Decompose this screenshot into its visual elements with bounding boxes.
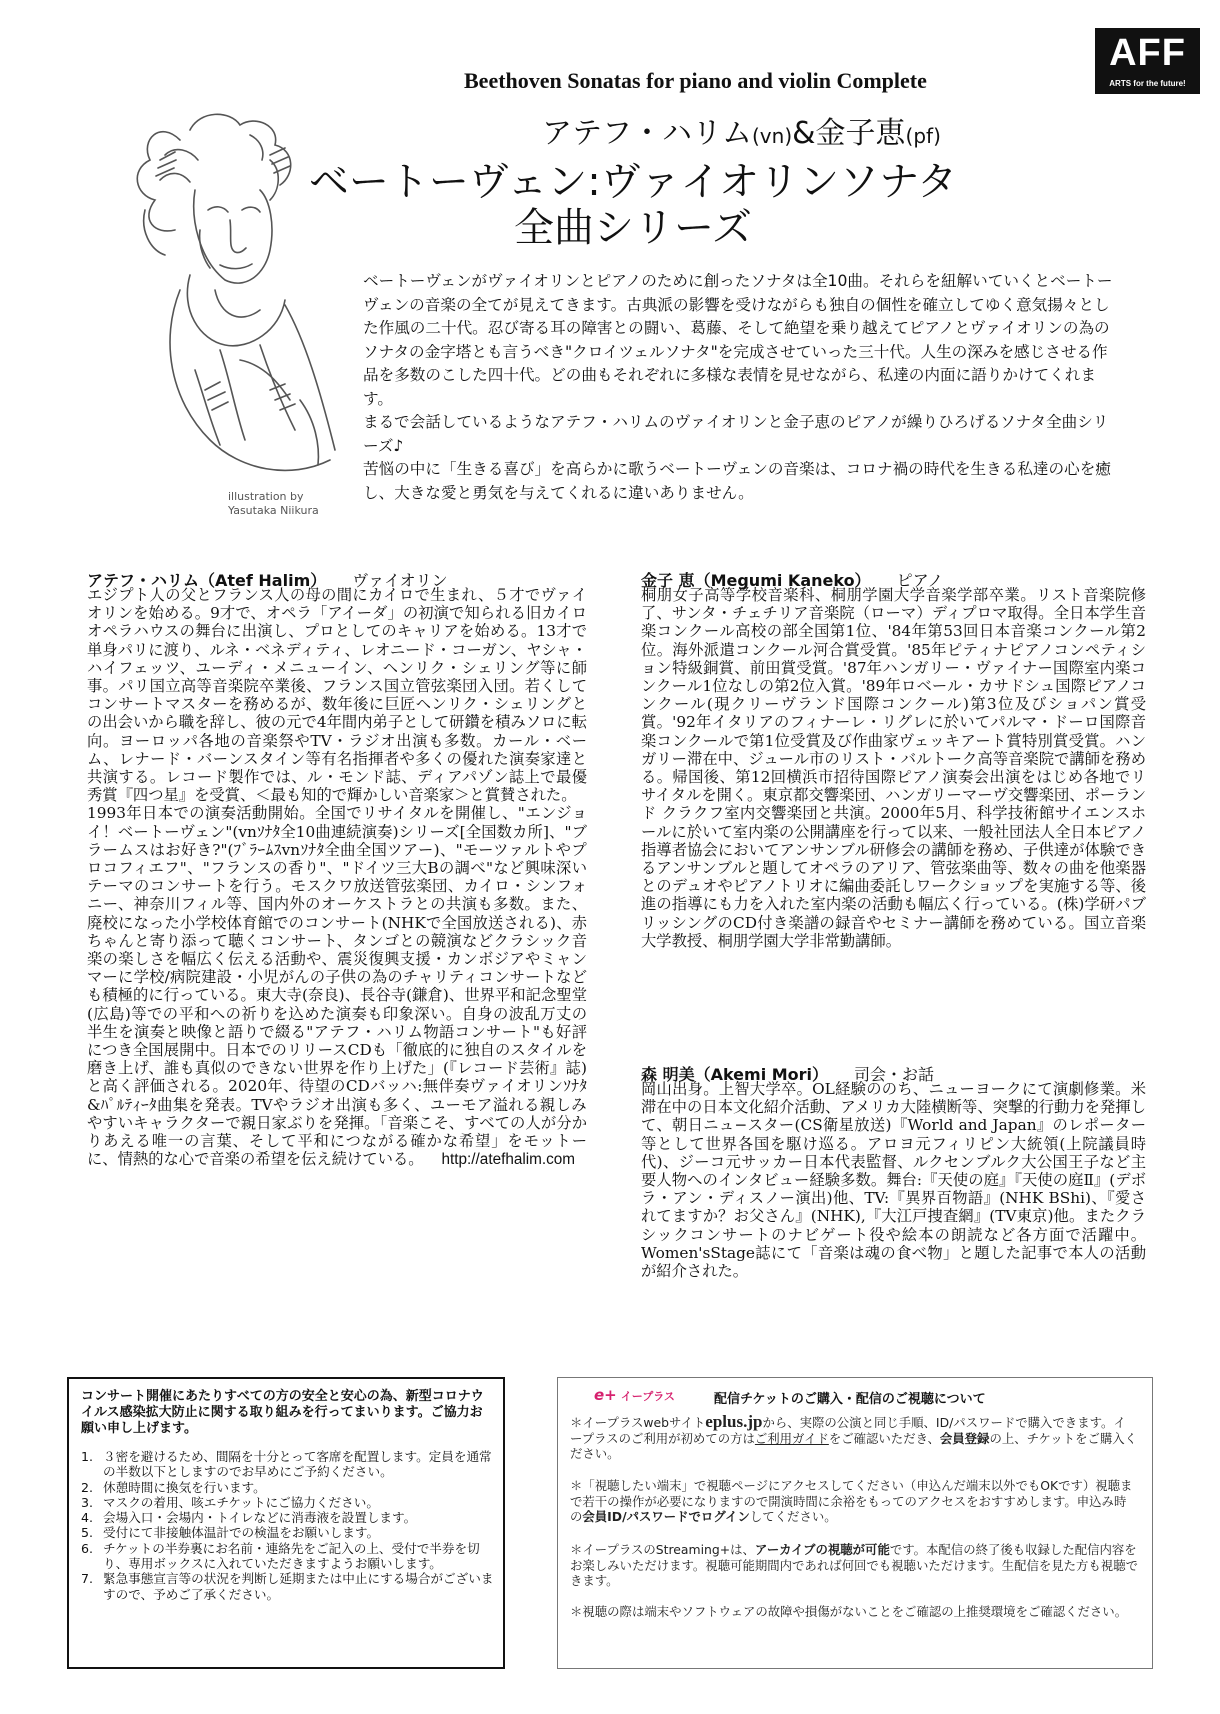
user-guide-link[interactable]: ご利用ガイド [754,1430,829,1446]
intro-paragraph-1: ベートーヴェンがヴァイオリンとピアノのために創ったソナタは全10曲。それらを紐解いていくとベートーヴェンの音楽の全てが見えてきます。古典派の影響を受けながらも独自の個性を確立してゆく意気揚々とした作風の二十代。忍び寄る耳の障害との闘い、葛藤、そして絶望を乗り越えてピアノとヴァイオリンの為のソナタの金字塔とも言うべき"クロイツェルソナタ"を完成させていった三十代。人生の深みを感じさせる作品を多数のこした四十代。どの曲もそれぞれに多様な表情を見せながら、私達の内面に語りかけてくれます。 [363,272,1113,408]
text: をご確認いただき、 [828,1430,940,1446]
eplus-site-link[interactable]: eplus.jp [705,1412,763,1431]
main-title-line2: 全曲シリーズ [514,205,752,251]
list-text: チケットの半券裏にお名前・連絡先をご記入の上、受付で半券を切り、専用ボックスに入れていただきますようお願いします。 [103,1540,480,1572]
eplus-paragraph-1 [570,1414,1138,1462]
bio-body: エジプト人の父とフランス人の母の間にカイロで生まれ、５才でヴァイオリンを始める。9才で、オペラ「アイーダ」の初演で知られる旧カイロオペラハウスの舞台に出演し、プロとしてのキャリアを始める。13才で単身パリに渡り、ルネ・ベネディティ、レオニード・コーガン、ヤシャ・ハイフェッツ、ユーディ・メニューイン、ヘンリク・シェリング等に師事。パリ国立高等音楽院卒業後、フランス国立管弦楽団入団。若くしてコンサートマスターを務めるが、数年後に巨匠ヘンリク・シェリングとの出会いから職を辞し、彼の元で4年間内弟子として研鑽を積みソロに転向。ヨーロッパ各地の音楽祭やTV・ラジオ出演も多数。カール・ベーム、レナード・バーンスタイン等有名指揮者や多くの優れた演奏家達と共演する。レコード製作では、ル・モンド誌、ディアパゾン誌上で最優秀賞『四つ星』を受賞、＜最も知的で輝かしい音楽家＞と賞賛された。 1993年日本での演奏活動開始。全国でリサイタルを開催し、"エンジョイ！ベートーヴェン"(vnｿﾅﾀ全10曲連続演奏)シリーズ[全国数カ所]、"ブラームスはお好き?"(ﾌﾞﾗｰﾑｽvnｿﾅﾀ全曲全国ツアー)、"モーツァルトやプロコフィエフ"、"フランスの香り"、"ドイツ三大Bの調べ"など興味深いテーマのコンサートを行う。モスクワ放送管弦楽団、カイロ・シンフォニー、神奈川フィル等、国内外のオーケストラとの共演も多数。また、廃校になった小学校体育館でのコンサート(NHKで全国放送される)、赤ちゃんと寄り添って聴くコンサート、タンゴとの競演などクラシック音楽の楽しさを幅広く伝える活動や、震災復興支援・カンボジアやミャンマーに学校/病院建設・小児がんの子供の為のチャリティコンサートなども積極的に行っている。東大寺(奈良)、長谷寺(鎌倉)、世界平和記念聖堂(広島)等での平和への祈りを込めた演奏も印象深い。自身の波乱万丈の半生を演奏と映像と語りで綴る"アテフ・ハリム物語コンサート"も好評につき全国展開中。日本でのリリースCDも「徹底的に独自のスタイルを磨き上げ、誰も真似のできない世界を作り上げた」(『レコード芸術』誌)と高く評価される。2020年、待望のCDバッハ:無伴奏ヴァイオリンｿﾅﾀ&ﾊﾟﾙﾃｨｰﾀ曲集を発表。TVやラジオ出演も多く、ユーモア溢れる親しみやすいキャラクターで親日家ぶりを発揮。「音楽こそ、すべての人が分かりあえる唯一の言葉、そして平和につながる確かな希望」をモットーに、情熱的な心で音楽の希望を伝え続けている。 [87,586,587,1169]
eplus-heading: 配信チケットのご購入・配信のご視聴について [714,1392,986,1407]
logo-tagline: ARTS for the future! [1109,79,1186,88]
eplus-paragraph-3 [570,1542,1138,1589]
intro-paragraph-3: 苦悩の中に「生きる喜び」を高らかに歌うベートーヴェンの音楽は、コロナ禍の時代を生きる私達の心を癒し、大きな愛と勇気を与えてくれるに違いありません。 [363,460,1111,502]
list-number: 1. [81,1449,94,1464]
covid-list-item [81,1480,497,1495]
eplus-logo-mark: e+ [594,1386,617,1404]
covid-list-item [81,1571,497,1602]
text: してください。 [749,1509,837,1525]
bio-role: 司会・お話 [854,1065,935,1084]
performer1-name: アテフ・ハリム [542,116,752,151]
performer2-role: (pf) [905,124,941,148]
list-text: 会場入口・会場内・トイレなどに消毒液を設置します。 [103,1510,417,1526]
eplus-paragraph-2 [570,1478,1138,1525]
list-number: 4. [81,1510,94,1526]
list-number: 6. [81,1540,94,1556]
bio-role: ヴァイオリン [352,571,448,590]
covid-heading: コンサート開催にあたりすべての方の安全と安心の為、新型コロナウイルス感染拡大防止に関する取り組みを行ってまいります。ご協力お願い申し上げます。 [81,1389,484,1436]
list-text: 受付にて非接触体温計での検温をお願いします。 [103,1525,380,1541]
bio-name: アテフ・ハリム（Atef Halim） [87,571,327,590]
covid-measures-box [67,1377,505,1669]
bio-name: 森 明美（Akemi Mori） [641,1065,829,1084]
english-subtitle: Beethoven Sonatas for piano and violin Complete [464,68,927,93]
bio-name: 金子 恵（Megumi Kaneko） [641,571,871,590]
main-title-line1: ベートーヴェン:ヴァイオリンソナタ [308,159,958,205]
list-number: 5. [81,1525,94,1541]
eplus-info-box [557,1377,1153,1669]
bio-text-mori: 岡山出身。上智大学卒。OL経験ののち、ニューヨークにて演劇修業。米滞在中の日本文化紹介活動、アメリカ大陸横断等、突撃的行動力を発揮して、朝日ニュ−スター(CS衛星放送)『World and Japan』のレポーター等として世界各国を駆け巡る。アロヨ元フィリピン大統領(上院議員時代)、ジーコ元サッカー日本代表監督、ルクセンブルク大公国王子など主要人物へのインタビュー経験多数。舞台:『天使の庭』『天使の庭Ⅱ』(デボラ・アン・ディスノー演出)他、TV:『異界百物語』(NHK BShi)、『愛されてますか？お父さん』(NHK),『大江戸捜査網』(TV東京)他。またクラシックコンサートのナビゲート役や絵本の朗読など各方面で活躍中。Women'sStage誌にて「音楽は魂の食べ物」と題した記事で本人の活動が紹介された。 [641,1080,1146,1281]
credit-line1: illustration by [228,490,304,503]
list-text: 休憩時間に換気を行います。 [103,1479,266,1495]
illustration-credit [228,490,319,518]
list-number: 3. [81,1494,94,1510]
covid-list [81,1449,497,1602]
logo-mark: AFF [1109,32,1186,74]
list-text: 緊急事態宣言等の状況を判断し延期または中止にする場合がございますので、予めご了承ください。 [103,1571,494,1602]
website-link[interactable]: http://atefhalim.com [441,1151,576,1169]
text: の上、チケットをご購入ください。 [570,1430,1138,1462]
performer2-name: 金子恵 [815,116,906,151]
covid-list-item [81,1541,497,1572]
amp: & [792,116,816,151]
eplus-logo-text: イープラス [620,1390,675,1403]
list-text: マスクの着用、咳エチケットにご協力ください。 [103,1494,379,1510]
list-text: ３密を避けるため、間隔を十分とって客席を配置します。定員を通常の半数以下としますのでお早めにご予約ください。 [103,1449,492,1480]
bio-role: ピアノ [896,571,944,590]
text: です。本配信の終了後も収録した配信内容をお楽しみいただけます。視聴可能期間内であれば何回でも視聴いただけます。生配信を見た方も視聴できます。 [570,1542,1138,1589]
beethoven-portrait-illustration [120,100,365,500]
performer1-role: (vn) [752,124,793,148]
login-note: 会員ID/パスワードでログイン [582,1509,750,1525]
text: ＊イープラスwebサイト [570,1415,706,1430]
list-number: 7. [81,1571,94,1587]
bio-text-atef [87,586,587,1170]
intro-paragraph-2: まるで会話しているようなアテフ・ハリムのヴァイオリンと金子恵のピアノが繰りひろげるソナタ全曲シリーズ♪ [363,413,1109,455]
eplus-paragraph-4: ＊視聴の際は端末やソフトウェアの故障や損傷がないことをご確認の上推奨環境をご確認ください。 [570,1604,1128,1619]
list-number: 2. [81,1479,94,1495]
member-registration: 会員登録 [939,1430,990,1446]
aff-logo [1095,28,1200,94]
text: ＊「視聴したい端末」で視聴ページにアクセスしてください（申込んだ端末以外でもOKです）視聴まで若干の操作が必要になりますので開演時間に余裕をもってのアクセスをおすすめします。申込み時の [570,1478,1133,1525]
text: ＊イープラスのStreaming+は、 [570,1542,755,1557]
intro-text [363,270,1123,505]
bio-text-kaneko: 桐朋女子高等学校音楽科、桐朋学園大学音楽学部卒業。リスト音楽院修了、サンタ・チェチリア音楽院（ローマ）ディプロマ取得。全日本学生音楽コンクール高校の部全国第1位、'84年第53回日本音楽コンクール第2位。海外派遣コンクール河合賞受賞。'85年ピティナピアノコンペティション特級銅賞、前田賞受賞。'87年ハンガリー・ヴァイナー国際室内楽コンクール1位なしの第2位入賞。'89年ロベール・カサドシュ国際ピアノコンクール(現クリーヴランド国際コンクール)第3位及びショパン賞受賞。'92年イタリアのフィナーレ・リグレに於いてパルマ・ドーロ国際音楽コンクールで第1位受賞及び作曲家ヴェッキアート賞特別賞受賞。ハンガリー滞在中、ジュール市のリスト・バルトーク高等音楽院で講師を務める。帰国後、第12回横浜市招待国際ピアノ演奏会出演をはじめ各地でリサイタルを開く。東京都交響楽団、ハンガリーマーヴ交響楽団、ポーランド クラクフ室内交響楽団と共演。2000年5月、科学技術館サイエンスホールに於いて室内楽の公開講座を行って以来、一般社団法人全日本ピアノ指導者協会においてアンサンブル研修会の講師を務め、子供達が体験できるアンサンブルと題してオペラのアリア、管弦楽曲等、数々の曲を他楽器とのデュオやピアノトリオに編曲委託しワークショップを実施する等、後進の指導にも力を入れた室内楽の活動も幅広く行っている。(株)学研パブリッシングのCD付き楽譜の録音やセミナー講師を務めている。国立音楽大学教授、桐朋学園大学非常勤講師。 [641,586,1146,950]
text: から、実際の公演と同じ手順、ID/パスワードで購入できます。イープラスのご利用が初めての方は [570,1415,1126,1446]
covid-list-item [81,1510,497,1525]
covid-list-item [81,1449,497,1480]
credit-line2: Yasutaka Niikura [228,504,319,517]
eplus-logo [594,1386,675,1404]
covid-list-item [81,1495,497,1510]
performers-line [542,108,941,152]
covid-list-item [81,1525,497,1540]
archive-note: アーカイブの視聴が可能 [754,1542,890,1557]
